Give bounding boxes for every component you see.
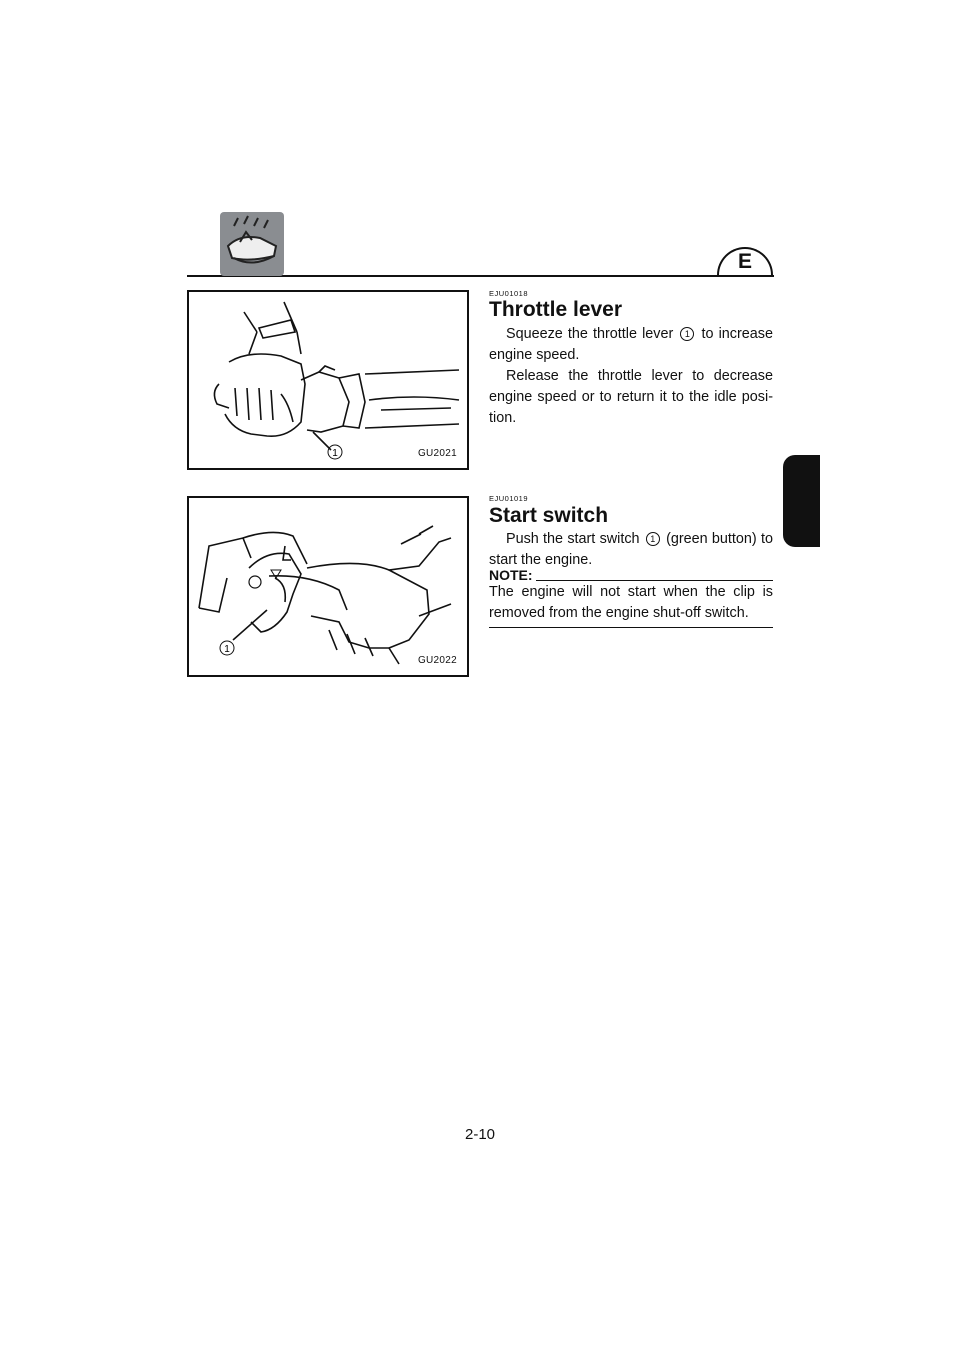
callout-marker: 1 (646, 532, 660, 546)
chapter-tab (783, 455, 820, 547)
note-rule (536, 580, 773, 581)
section-title: Throttle lever (489, 298, 623, 321)
paragraph: Release the throttle lever to decrease engine speed or to return it to the idle posi-tion. (489, 368, 773, 426)
paragraph (489, 324, 773, 366)
paragraph (489, 529, 773, 571)
paragraph-text: (green button) to start the engine. (489, 531, 773, 568)
paragraph-text: to increase engine speed. (489, 326, 773, 363)
note-text: The engine will not start when the clip is removed from the engine shut-off switch. (489, 584, 773, 621)
language-badge (717, 247, 773, 275)
watercraft-icon (220, 212, 284, 276)
paragraph-text: Push the start switch (506, 531, 644, 547)
section-code: EJU01019 (489, 494, 529, 503)
figure-code: GU2022 (417, 655, 457, 666)
callout-marker: 1 (680, 327, 694, 341)
section-title: Start switch (489, 504, 609, 527)
note-label: NOTE: (489, 567, 533, 583)
note-rule (489, 627, 773, 628)
throttle-lever-figure (187, 290, 469, 470)
start-switch-figure (187, 496, 469, 677)
figure-code: GU2021 (417, 448, 457, 459)
language-badge-text: E (737, 250, 752, 273)
paragraph-text: Squeeze the throttle lever (506, 326, 679, 342)
figure-callout: 1 (224, 644, 230, 655)
page-number: 2-10 (464, 1126, 496, 1143)
throttle-lever-illustration (189, 292, 467, 468)
start-switch-illustration (189, 498, 467, 675)
figure-callout: 1 (332, 448, 338, 459)
section-code: EJU01018 (489, 289, 529, 298)
